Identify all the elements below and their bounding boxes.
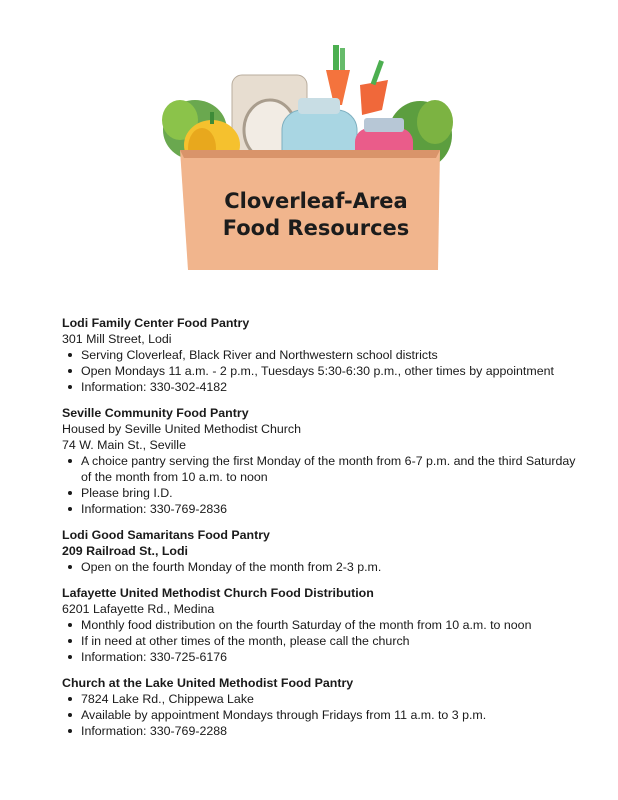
list-item: 7824 Lake Rd., Chippewa Lake: [81, 691, 582, 707]
address: 74 W. Main St., Seville: [62, 438, 186, 452]
page-title: [170, 188, 462, 242]
bullet-list: [62, 453, 582, 517]
section-heading: Lodi Good Samaritans Food Pantry: [62, 528, 270, 542]
section-lodi-family-center: [62, 315, 582, 395]
housed-by: Housed by Seville United Methodist Church: [62, 422, 301, 436]
address: 301 Mill Street, Lodi: [62, 332, 172, 346]
list-item: Please bring I.D.: [81, 485, 582, 501]
list-item: A choice pantry serving the first Monday of the month from 6-7 p.m. and the third Saturday of the month from 10 a.m. to noon: [81, 453, 582, 485]
list-item: Open Mondays 11 a.m. - 2 p.m., Tuesdays 5:30-6:30 p.m., other times by appointment: [81, 363, 582, 379]
list-item: Information: 330-302-4182: [81, 379, 582, 395]
bullet-list: [62, 691, 582, 739]
list-item: Open on the fourth Monday of the month from 2-3 p.m.: [81, 559, 582, 575]
list-item: Information: 330-769-2836: [81, 501, 582, 517]
address: 6201 Lafayette Rd., Medina: [62, 602, 215, 616]
address: 209 Railroad St., Lodi: [62, 544, 188, 558]
resource-list: [62, 315, 582, 749]
bullet-list: [62, 617, 582, 665]
section-church-at-the-lake: [62, 675, 582, 739]
section-heading: Seville Community Food Pantry: [62, 406, 249, 420]
title-line-2: Food Resources: [222, 216, 410, 240]
list-item: If in need at other times of the month, please call the church: [81, 633, 582, 649]
section-seville-community: [62, 405, 582, 517]
list-item: Information: 330-725-6176: [81, 649, 582, 665]
bullet-list: [62, 559, 582, 575]
section-lafayette-umc: [62, 585, 582, 665]
bullet-list: [62, 347, 582, 395]
title-line-1: Cloverleaf-Area: [224, 189, 408, 213]
section-heading: Lodi Family Center Food Pantry: [62, 316, 250, 330]
section-heading: Church at the Lake United Methodist Food Pantry: [62, 676, 354, 690]
section-heading: Lafayette United Methodist Church Food Distribution: [62, 586, 374, 600]
list-item: Available by appointment Mondays through Fridays from 11 a.m. to 3 p.m.: [81, 707, 582, 723]
list-item: Information: 330-769-2288: [81, 723, 582, 739]
list-item: Monthly food distribution on the fourth Saturday of the month from 10 a.m. to noon: [81, 617, 582, 633]
section-lodi-good-samaritans: [62, 527, 582, 575]
list-item: Serving Cloverleaf, Black River and Northwestern school districts: [81, 347, 582, 363]
